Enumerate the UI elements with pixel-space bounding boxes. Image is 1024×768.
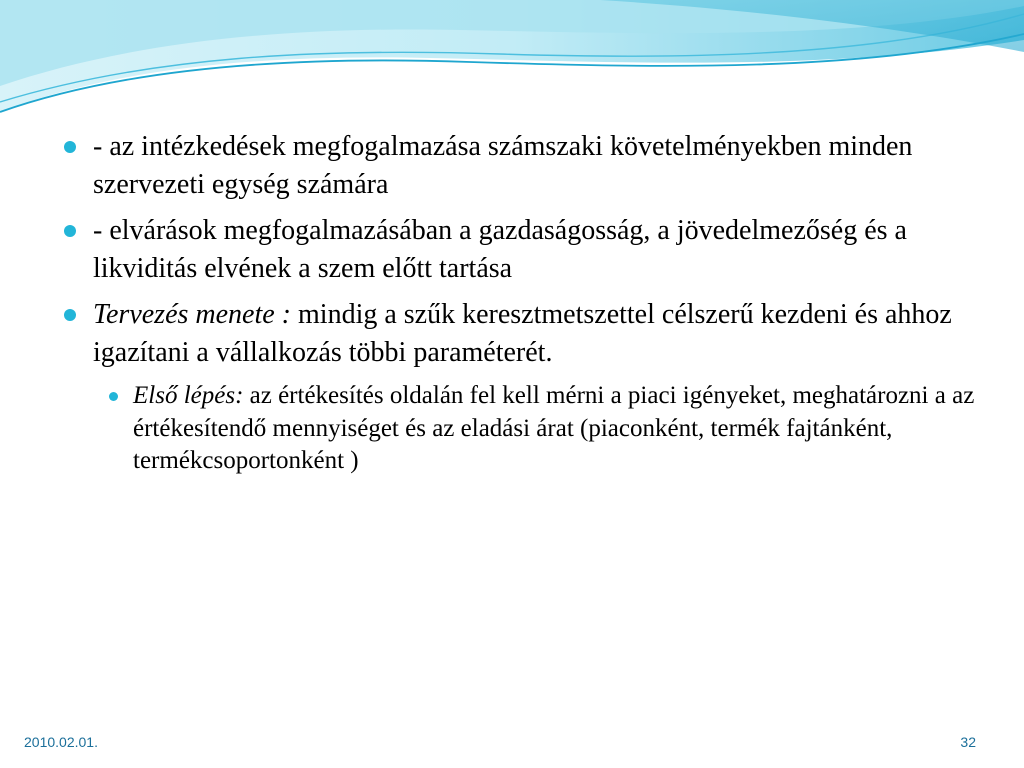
slide-content [60, 128, 980, 478]
footer-page-number: 32 [960, 734, 976, 750]
header-wave-decoration [0, 0, 1024, 120]
bullet-dot-icon [64, 225, 76, 237]
bullet-dot-icon [64, 141, 76, 153]
bullet-text: mindig a szűk keresztmetszettel célszerű kezdeni és ahhoz igazítani a vállalkozás többi paraméterét. [93, 299, 952, 368]
bullet-italic-prefix: Tervezés menete : [93, 299, 292, 330]
footer-date: 2010.02.01. [24, 734, 98, 750]
bullet-item-3 [60, 296, 980, 372]
sub-bullet-italic-prefix: Első lépés: [133, 382, 244, 409]
sub-bullet-item-1 [101, 380, 980, 478]
bullet-item-1 [60, 128, 980, 204]
sub-bullet-text: az értékesítés oldalán fel kell mérni a piaci igényeket, meghatározni a az értékesítendő mennyiséget és az eladási árat (piaconként, termék fajtánként, termékcsoportonként ) [133, 382, 975, 474]
bullet-text: - az intézkedések megfogalmazása számszaki követelményekben minden szervezeti egység számára [93, 131, 913, 200]
bullet-dot-icon [64, 309, 76, 321]
bullet-text: - elvárások megfogalmazásában a gazdaságosság, a jövedelmezőség és a likviditás elvének a szem előtt tartása [93, 215, 907, 284]
sub-bullet-dot-icon [109, 392, 118, 401]
bullet-item-2 [60, 212, 980, 288]
